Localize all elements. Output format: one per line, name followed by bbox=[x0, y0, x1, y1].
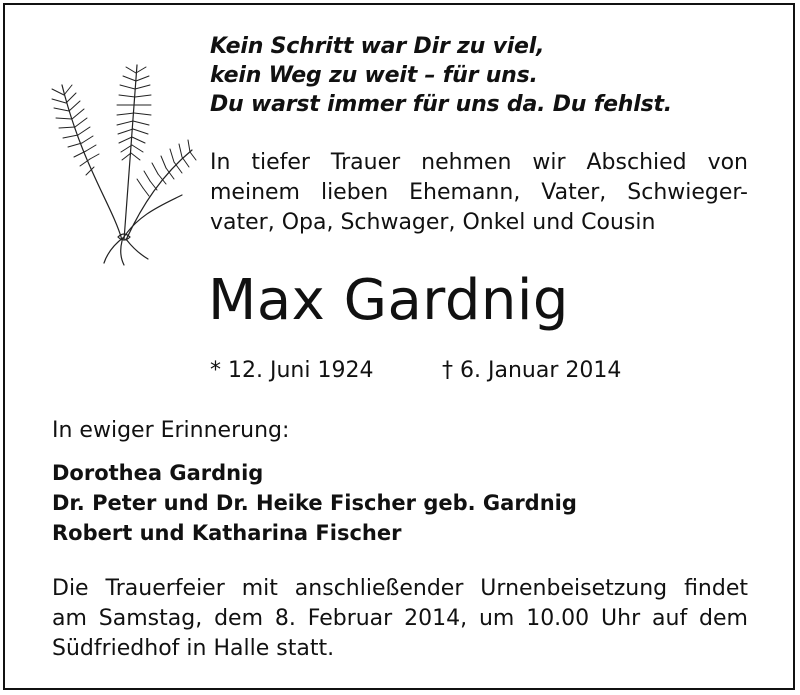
intro-line: In tiefer Trauer nehmen wir Abschied von bbox=[210, 150, 748, 175]
intro-text bbox=[210, 148, 748, 238]
life-dates bbox=[210, 358, 622, 383]
poem-line: Du warst immer für uns da. Du fehlst. bbox=[210, 92, 672, 117]
birth-date: * 12. Juni 1924 bbox=[210, 358, 374, 383]
poem-line: Kein Schritt war Dir zu viel, bbox=[210, 34, 545, 59]
intro-line: vater, Opa, Schwager, Onkel und Cousin bbox=[210, 210, 656, 235]
mourner-name: Robert und Katharina Fischer bbox=[52, 521, 402, 545]
service-line: Südfriedhof in Halle statt. bbox=[52, 636, 335, 661]
poem-line: kein Weg zu weit – für uns. bbox=[210, 63, 538, 88]
deceased-name: Max Gardnig bbox=[208, 268, 569, 333]
memory-label: In ewiger Erinnerung: bbox=[52, 418, 290, 443]
service-line: am Samstag, dem 8. Februar 2014, um 10.00 Uhr auf dem bbox=[52, 606, 748, 631]
mourner-name: Dr. Peter und Dr. Heike Fischer geb. Gardnig bbox=[52, 491, 577, 515]
fern-bouquet-icon bbox=[42, 55, 202, 270]
death-date: † 6. Januar 2014 bbox=[442, 358, 622, 383]
service-info bbox=[52, 574, 748, 664]
mourner-name: Dorothea Gardnig bbox=[52, 461, 264, 485]
poem bbox=[210, 32, 672, 119]
service-line: Die Trauerfeier mit anschließender Urnenbeisetzung findet bbox=[52, 576, 748, 601]
intro-line: meinem lieben Ehemann, Vater, Schwieger- bbox=[210, 180, 748, 205]
mourners-list bbox=[52, 458, 577, 548]
